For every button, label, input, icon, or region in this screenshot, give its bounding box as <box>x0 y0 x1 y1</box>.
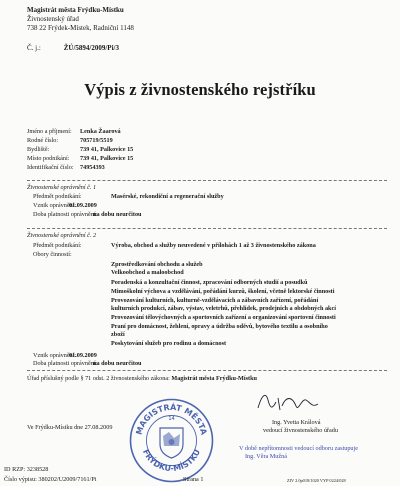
rzp-id: ID RZP: 3238528 <box>4 466 49 473</box>
activity-item: Zprostředkování obchodu a služeb <box>111 261 203 268</box>
issuer-address: 738 22 Frýdek-Místek, Radniční 1148 <box>27 24 134 32</box>
field-label: Vznik oprávnění: <box>33 202 77 209</box>
deputy-note: V době nepřítomnosti vedoucí odboru zastupuje <box>239 445 358 452</box>
activity-item: Provozování tělovýchovných a sportovních zařízení a organizování sportovní činnosti <box>111 314 336 321</box>
field-value: 01.09.2009 <box>69 202 97 209</box>
activity-item: zboží <box>111 331 125 338</box>
divider <box>27 228 387 229</box>
reference-label: Č. j.: <box>27 44 41 52</box>
field-label: Doba platnosti oprávnění: <box>33 360 98 367</box>
signatory-name: Ing. Yvetta Králová <box>272 419 321 426</box>
field-value: 74954393 <box>80 164 105 171</box>
field-label: Identifikační číslo: <box>27 164 74 171</box>
issuer-header <box>27 6 134 33</box>
document-title: Výpis z živnostenského rejstříku <box>84 80 316 99</box>
official-stamp <box>129 398 214 483</box>
field-value: na dobu neurčitou <box>93 360 142 367</box>
field-value: Masérské, rekondiční a regenerační služby <box>111 193 224 200</box>
competent-office-label: Úřad příslušný podle § 71 odst. 2 živnostenského zákona: <box>27 375 170 382</box>
stamp-number: 14 <box>168 416 175 422</box>
competent-office-value: Magistrát města Frýdku-Místku <box>171 375 257 382</box>
form-code: ZIV 2.0p018/1020 VYP 0224/028 <box>287 478 346 483</box>
deputy-name: Ing. Věra Mužná <box>245 453 287 460</box>
place-and-date: Ve Frýdku-Místku dne 27.08.2009 <box>27 424 113 431</box>
divider <box>27 370 387 371</box>
activity-item: Praní pro domácnost, žehlení, opravy a údržba oděvů, bytového textilu a osobního <box>111 323 328 330</box>
field-value: Lenka Žaarová <box>80 128 121 135</box>
signature-icon <box>252 388 332 416</box>
field-label: Obory činností: <box>33 251 72 258</box>
signatory-role: vedoucí živnostenského úřadu <box>263 427 338 434</box>
field-label: Bydliště: <box>27 146 50 153</box>
activity-item: Poradenská a konzultační činnost, zpracování odborných studií a posudků <box>111 279 308 286</box>
coat-of-arms-icon <box>160 428 183 458</box>
reference-value: ŽÚ/5894/2009/Pi/3 <box>63 44 119 52</box>
activity-item: Provozování kulturních, kulturně-vzdělávacích a zábavních zařízení, pořádání <box>111 297 319 304</box>
field-value: 739 41, Palkovice 15 <box>80 155 134 162</box>
issuer-authority: Magistrát města Frýdku-Místku <box>27 6 124 14</box>
issuer-office: Živnostenský úřad <box>27 15 79 23</box>
activity-item: kulturních produkcí, zábav, výstav, veletrhů, přehlídek, prodejních a obdobných akcí <box>111 305 336 312</box>
extract-number: Číslo výpisu: 380202/U2009/7161/Pi <box>4 476 97 483</box>
field-value: na dobu neurčitou <box>93 211 142 218</box>
auth2-heading: Živnostenské oprávnění č. 2 <box>27 232 97 239</box>
stamp-top-text: MAGISTRÁT MĚSTA <box>134 402 209 436</box>
field-value: 705719/5519 <box>80 137 113 144</box>
field-label: Místo podnikání: <box>27 155 70 162</box>
field-value: 01.09.2009 <box>69 352 97 359</box>
divider <box>27 180 387 181</box>
field-value: Výroba, obchod a služby neuvedené v přílohách 1 až 3 živnostenského zákona <box>111 242 316 249</box>
field-label: Vznik oprávnění: <box>33 352 77 359</box>
field-label: Předmět podnikání: <box>33 242 82 249</box>
activity-item: Poskytování služeb pro rodinu a domácnost <box>111 340 227 347</box>
page-number: Strana 1 <box>183 476 204 483</box>
field-label: Rodné číslo: <box>27 137 59 144</box>
field-label: Jméno a příjmení: <box>27 128 72 135</box>
auth1-heading: Živnostenské oprávnění č. 1 <box>27 184 97 191</box>
field-label: Předmět podnikání: <box>33 193 82 200</box>
competent-office <box>27 375 257 383</box>
reference-number <box>27 44 119 52</box>
field-value: 739 41, Palkovice 15 <box>80 146 134 153</box>
field-label: Doba platnosti oprávnění: <box>33 211 98 218</box>
activity-item: Velkoobchod a maloobchod <box>111 268 184 276</box>
stamp-bottom-text: FRÝDKU-MÍSTKU <box>140 447 203 474</box>
activity-item: Mimoškolní výchova a vzdělávání, pořádání kurzů, školení, včetně lektorské činnosti <box>111 288 335 295</box>
